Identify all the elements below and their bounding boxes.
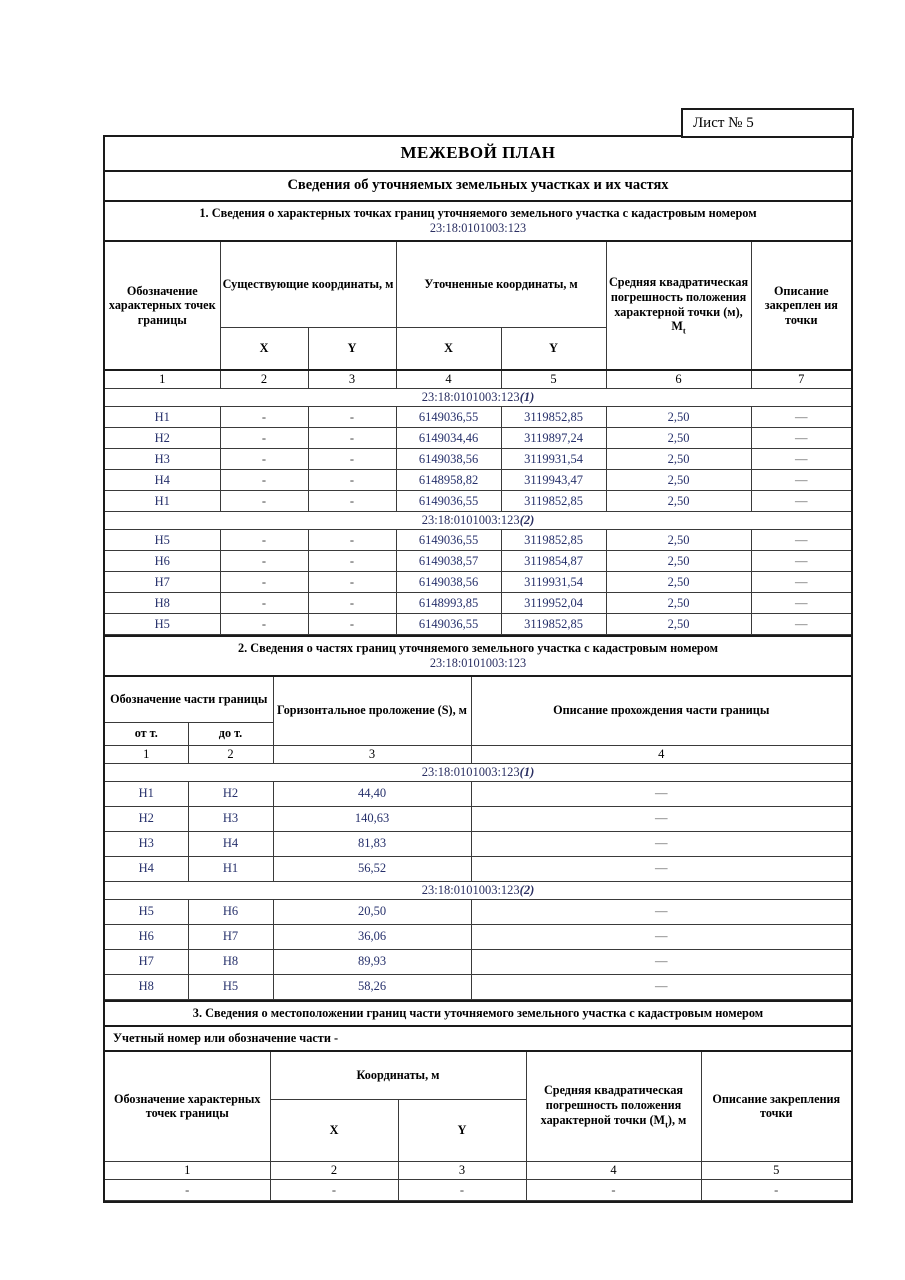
section2-cadastral-number: 23:18:0101003:123	[429, 656, 527, 670]
cell-refined-y: 3119943,47	[501, 470, 606, 491]
cell-refined-y: 3119897,24	[501, 428, 606, 449]
header-mse-subscript: t	[665, 1119, 668, 1130]
cell-point-designation: Н5	[105, 530, 220, 551]
table-row	[105, 831, 851, 856]
colnum-2: 2	[188, 745, 273, 763]
cell-existing-x: -	[220, 572, 308, 593]
section2-heading-text: 2. Сведения о частях границ уточняемого земельного участка с кадастровым номером	[237, 641, 719, 655]
cell-existing-y: -	[308, 449, 396, 470]
cell-refined-y: 3119854,87	[501, 551, 606, 572]
group-label-row	[105, 881, 851, 899]
header-existing-coords: Существующие координаты, м	[220, 242, 396, 327]
cell-to-point: Н6	[188, 899, 273, 924]
cell-refined-x: 6149036,55	[396, 491, 501, 512]
cell-passage-description: —	[471, 949, 851, 974]
header-mse-subscript: t	[682, 325, 686, 336]
cell-from-point: Н6	[105, 924, 188, 949]
section3-table	[105, 1052, 851, 1202]
group-cadastral-number: 23:18:0101003:123	[421, 513, 520, 527]
cell-mean-square-error: 2,50	[606, 551, 751, 572]
group-label-row	[105, 763, 851, 781]
cell-passage-description: —	[471, 974, 851, 999]
cell-existing-y: -	[308, 530, 396, 551]
cell-existing-y: -	[308, 551, 396, 572]
cell-horizontal-length: 81,83	[273, 831, 471, 856]
cell-existing-y: -	[308, 428, 396, 449]
cell-fixing-description: —	[751, 572, 851, 593]
cell-existing-y: -	[308, 407, 396, 428]
cell-refined-x: 6149038,56	[396, 572, 501, 593]
group-cadastral-number: 23:18:0101003:123	[421, 390, 520, 404]
header-horizontal-length: Горизонтальное проложение (S), м	[273, 677, 471, 745]
cell-refined-x: 6149038,56	[396, 449, 501, 470]
cell-fixing-description: —	[751, 530, 851, 551]
cell-passage-description: —	[471, 831, 851, 856]
cell-to-point: Н7	[188, 924, 273, 949]
cell-point-designation: Н6	[105, 551, 220, 572]
header-coord-y: Y	[398, 1100, 526, 1162]
cell-fixing-description: —	[751, 449, 851, 470]
cell-existing-x: -	[220, 551, 308, 572]
table-row	[105, 924, 851, 949]
table-row	[105, 781, 851, 806]
section3-part-number-line: Учетный номер или обозначение части -	[105, 1027, 851, 1052]
header-part-designation: Обозначение части границы	[105, 677, 273, 722]
colnum-5: 5	[501, 370, 606, 389]
sheet-number-label: Лист № 5	[693, 114, 754, 131]
table-row	[105, 1180, 851, 1201]
cell-existing-x: -	[220, 530, 308, 551]
header-refined-y: Y	[501, 327, 606, 370]
cell-existing-y: -	[308, 470, 396, 491]
cell-existing-x: -	[220, 428, 308, 449]
cell-to-point: Н4	[188, 831, 273, 856]
cell-from-point: Н3	[105, 831, 188, 856]
cell-point-designation: Н5	[105, 614, 220, 635]
cell-to-point: Н3	[188, 806, 273, 831]
cell-fixing-description: —	[751, 614, 851, 635]
group-label-row	[105, 512, 851, 530]
colnum-3: 3	[398, 1162, 526, 1180]
header-passage-description: Описание прохождения части границы	[471, 677, 851, 745]
header-to-point: до т.	[188, 722, 273, 745]
table-row	[105, 449, 851, 470]
cell-fixing-description: —	[751, 491, 851, 512]
section1-table	[105, 242, 851, 635]
cell-existing-x: -	[220, 449, 308, 470]
colnum-1: 1	[105, 745, 188, 763]
cell-point-designation: Н4	[105, 470, 220, 491]
colnum-5: 5	[701, 1162, 851, 1180]
colnum-4: 4	[396, 370, 501, 389]
colnum-3: 3	[308, 370, 396, 389]
table-row	[105, 949, 851, 974]
section3-column-numbers-row	[105, 1162, 851, 1180]
group-label-row	[105, 389, 851, 407]
cell-refined-x: 6149034,46	[396, 428, 501, 449]
cell-refined-y: 3119852,85	[501, 491, 606, 512]
colnum-1: 1	[105, 1162, 270, 1180]
header-existing-y: Y	[308, 327, 396, 370]
group-cadastral-suffix: (2)	[519, 513, 535, 527]
header-mse-tail: ), м	[667, 1112, 687, 1127]
cell-point-designation: -	[105, 1180, 270, 1201]
cell-mean-square-error: -	[526, 1180, 701, 1201]
group-cadastral-suffix: (2)	[519, 882, 535, 897]
table-row	[105, 530, 851, 551]
cell-coord-y: -	[398, 1180, 526, 1201]
section2-heading	[105, 635, 851, 677]
cell-mean-square-error: 2,50	[606, 470, 751, 491]
cell-from-point: Н2	[105, 806, 188, 831]
group-cadastral-label	[105, 512, 851, 530]
cell-from-point: Н1	[105, 781, 188, 806]
table-row	[105, 572, 851, 593]
cell-from-point: Н8	[105, 974, 188, 999]
cell-fixing-description: —	[751, 407, 851, 428]
cell-point-designation: Н2	[105, 428, 220, 449]
cell-horizontal-length: 58,26	[273, 974, 471, 999]
section2-body	[105, 763, 851, 999]
colnum-6: 6	[606, 370, 751, 389]
cell-horizontal-length: 140,63	[273, 806, 471, 831]
header-fixing-description: Описание закрепления точки	[701, 1052, 851, 1162]
mezhevoy-plan-document	[103, 135, 853, 1203]
header-existing-x: X	[220, 327, 308, 370]
cell-refined-y: 3119852,85	[501, 530, 606, 551]
header-point-designation: Обозначение характерных точек границы	[105, 242, 220, 370]
cell-mean-square-error: 2,50	[606, 614, 751, 635]
cell-refined-x: 6149036,55	[396, 614, 501, 635]
cell-refined-y: 3119931,54	[501, 449, 606, 470]
cell-refined-y: 3119852,85	[501, 614, 606, 635]
table-row	[105, 428, 851, 449]
group-cadastral-label	[105, 881, 851, 899]
cell-fixing-description: —	[751, 428, 851, 449]
colnum-7: 7	[751, 370, 851, 389]
cell-horizontal-length: 56,52	[273, 856, 471, 881]
section1-heading	[105, 202, 851, 242]
cell-coord-x: -	[270, 1180, 398, 1201]
cell-horizontal-length: 89,93	[273, 949, 471, 974]
colnum-2: 2	[220, 370, 308, 389]
cell-point-designation: Н1	[105, 407, 220, 428]
cell-mean-square-error: 2,50	[606, 407, 751, 428]
table-row	[105, 551, 851, 572]
cell-refined-y: 3119931,54	[501, 572, 606, 593]
header-fixing-description: Описание закреплен ия точки	[751, 242, 851, 370]
cell-mean-square-error: 2,50	[606, 572, 751, 593]
cell-passage-description: —	[471, 856, 851, 881]
cell-horizontal-length: 44,40	[273, 781, 471, 806]
cell-passage-description: —	[471, 899, 851, 924]
table-row	[105, 470, 851, 491]
cell-existing-y: -	[308, 491, 396, 512]
cell-refined-x: 6149036,55	[396, 530, 501, 551]
cell-point-designation: Н1	[105, 491, 220, 512]
cell-existing-x: -	[220, 491, 308, 512]
section1-heading-text: 1. Сведения о характерных точках границ уточняемого земельного участка с кадастровым номером	[199, 206, 757, 220]
group-cadastral-label	[105, 389, 851, 407]
cell-passage-description: —	[471, 781, 851, 806]
section3-heading: 3. Сведения о местоположении границ части уточняемого земельного участка с кадастровым номером	[105, 1000, 851, 1027]
group-cadastral-suffix: (1)	[519, 764, 535, 779]
table-row	[105, 407, 851, 428]
cell-point-designation: Н8	[105, 593, 220, 614]
cell-refined-y: 3119952,04	[501, 593, 606, 614]
cell-existing-y: -	[308, 614, 396, 635]
section2-column-numbers-row	[105, 745, 851, 763]
table-row	[105, 899, 851, 924]
cell-from-point: Н7	[105, 949, 188, 974]
section1-body	[105, 389, 851, 635]
cell-refined-x: 6148958,82	[396, 470, 501, 491]
table-row	[105, 593, 851, 614]
table-row	[105, 491, 851, 512]
colnum-4: 4	[471, 745, 851, 763]
cell-to-point: Н5	[188, 974, 273, 999]
cell-existing-y: -	[308, 572, 396, 593]
header-coords: Координаты, м	[270, 1052, 526, 1100]
cell-to-point: Н8	[188, 949, 273, 974]
group-cadastral-number: 23:18:0101003:123	[421, 882, 520, 897]
cell-refined-x: 6148993,85	[396, 593, 501, 614]
cell-fixing-description: —	[751, 470, 851, 491]
cell-point-designation: Н7	[105, 572, 220, 593]
cell-passage-description: —	[471, 806, 851, 831]
cell-existing-x: -	[220, 593, 308, 614]
header-mean-square-error	[606, 242, 751, 370]
cell-refined-x: 6149036,55	[396, 407, 501, 428]
sheet-number-box	[681, 108, 854, 138]
cell-mean-square-error: 2,50	[606, 428, 751, 449]
cell-to-point: Н1	[188, 856, 273, 881]
cell-horizontal-length: 20,50	[273, 899, 471, 924]
header-mse-text: Средняя квадратическая погрешность положения характерной точки (м), M	[609, 275, 749, 334]
cell-fixing-description: —	[751, 551, 851, 572]
header-point-designation: Обозначение характерных точек границы	[105, 1052, 270, 1162]
cell-from-point: Н4	[105, 856, 188, 881]
section2-table	[105, 677, 851, 1000]
header-mean-square-error	[526, 1052, 701, 1162]
cell-mean-square-error: 2,50	[606, 449, 751, 470]
cell-passage-description: —	[471, 924, 851, 949]
cell-existing-x: -	[220, 614, 308, 635]
cell-horizontal-length: 36,06	[273, 924, 471, 949]
cell-refined-x: 6149038,57	[396, 551, 501, 572]
header-mse-text: Средняя квадратическая погрешность положения характерной точки (M	[540, 1083, 684, 1127]
cell-mean-square-error: 2,50	[606, 491, 751, 512]
table-row	[105, 614, 851, 635]
cell-mean-square-error: 2,50	[606, 593, 751, 614]
cell-existing-x: -	[220, 407, 308, 428]
header-coord-x: X	[270, 1100, 398, 1162]
group-cadastral-number: 23:18:0101003:123	[421, 764, 520, 779]
section1-column-numbers-row	[105, 370, 851, 389]
cell-fixing-description: —	[751, 593, 851, 614]
header-from-point: от т.	[105, 722, 188, 745]
document-bottom-border	[105, 1201, 851, 1203]
section3-body	[105, 1180, 851, 1201]
cell-refined-y: 3119852,85	[501, 407, 606, 428]
cell-to-point: Н2	[188, 781, 273, 806]
cell-existing-x: -	[220, 470, 308, 491]
colnum-3: 3	[273, 745, 471, 763]
colnum-1: 1	[105, 370, 220, 389]
document-title: МЕЖЕВОЙ ПЛАН	[105, 137, 851, 172]
header-refined-x: X	[396, 327, 501, 370]
cell-existing-y: -	[308, 593, 396, 614]
colnum-2: 2	[270, 1162, 398, 1180]
section1-cadastral-number: 23:18:0101003:123	[429, 221, 527, 235]
table-row	[105, 856, 851, 881]
table-row	[105, 806, 851, 831]
group-cadastral-suffix: (1)	[519, 390, 535, 404]
cell-from-point: Н5	[105, 899, 188, 924]
document-subtitle: Сведения об уточняемых земельных участках и их частях	[105, 172, 851, 202]
group-cadastral-label	[105, 763, 851, 781]
cell-mean-square-error: 2,50	[606, 530, 751, 551]
header-refined-coords: Уточненные координаты, м	[396, 242, 606, 327]
colnum-4: 4	[526, 1162, 701, 1180]
cell-point-designation: Н3	[105, 449, 220, 470]
table-row	[105, 974, 851, 999]
cell-fixing-description: -	[701, 1180, 851, 1201]
